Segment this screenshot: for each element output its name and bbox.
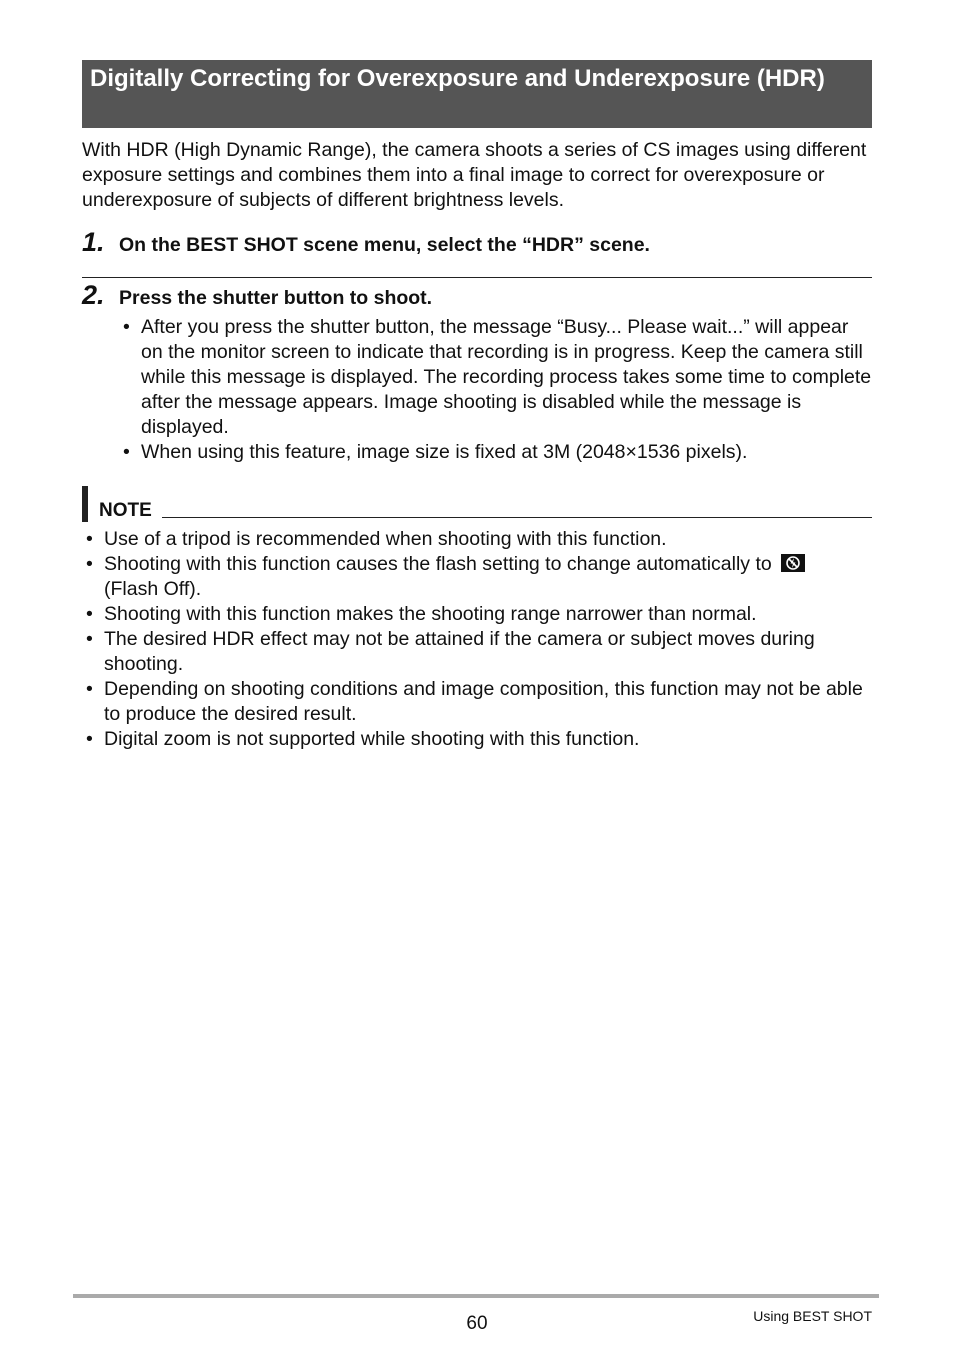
list-item: • Shooting with this function makes the shooting range narrower than normal. xyxy=(86,603,757,625)
step-text: Press the shutter button to shoot. xyxy=(119,287,433,309)
flash-off-icon xyxy=(781,554,805,572)
step-number: 2. xyxy=(82,280,105,310)
section-title: Digitally Correcting for Overexposure and Underexposure (HDR) xyxy=(90,65,825,92)
note-header xyxy=(82,486,872,522)
step-divider xyxy=(82,277,872,278)
list-item: • Shooting with this function causes the flash setting to change automatically to (Flash Off). xyxy=(82,552,872,602)
note-bar xyxy=(82,486,88,522)
list-item: • When using this feature, image size is fixed at 3M (2048×1536 pixels). xyxy=(123,441,748,463)
footer-section-name: Using BEST SHOT xyxy=(753,1308,872,1324)
footer-rule xyxy=(73,1294,879,1298)
step-2-bullets xyxy=(119,315,874,465)
step-text: On the BEST SHOT scene menu, select the “HDR” scene. xyxy=(119,234,650,256)
list-item: • Depending on shooting conditions and image composition, this function may not be able to produce the desired result. xyxy=(86,678,863,725)
list-item: • The desired HDR effect may not be attained if the camera or subject moves during shooting. xyxy=(86,628,815,675)
section-title-bar xyxy=(82,60,872,128)
list-item: • After you press the shutter button, the message “Busy... Please wait...” will appear on the monitor screen to indicate that recording is in progress. Keep the camera still while this message is displayed. The recording process takes some time to complete after the message appears. Image shooting is disabled while the message is displayed. xyxy=(123,316,872,438)
note-bullets xyxy=(82,527,872,752)
list-item: • Use of a tripod is recommended when shooting with this function. xyxy=(86,528,667,550)
page-number: 60 xyxy=(466,1313,488,1334)
intro-paragraph: With HDR (High Dynamic Range), the camera shoots a series of CS images using different exposure settings and combines them into a final image to correct for overexposure or underexposure of subjects of different brightness levels. xyxy=(82,139,867,211)
note-label: NOTE xyxy=(99,500,152,521)
note-rule xyxy=(162,517,872,518)
list-item: • Digital zoom is not supported while shooting with this function. xyxy=(86,728,640,750)
step-number: 1. xyxy=(82,227,105,257)
